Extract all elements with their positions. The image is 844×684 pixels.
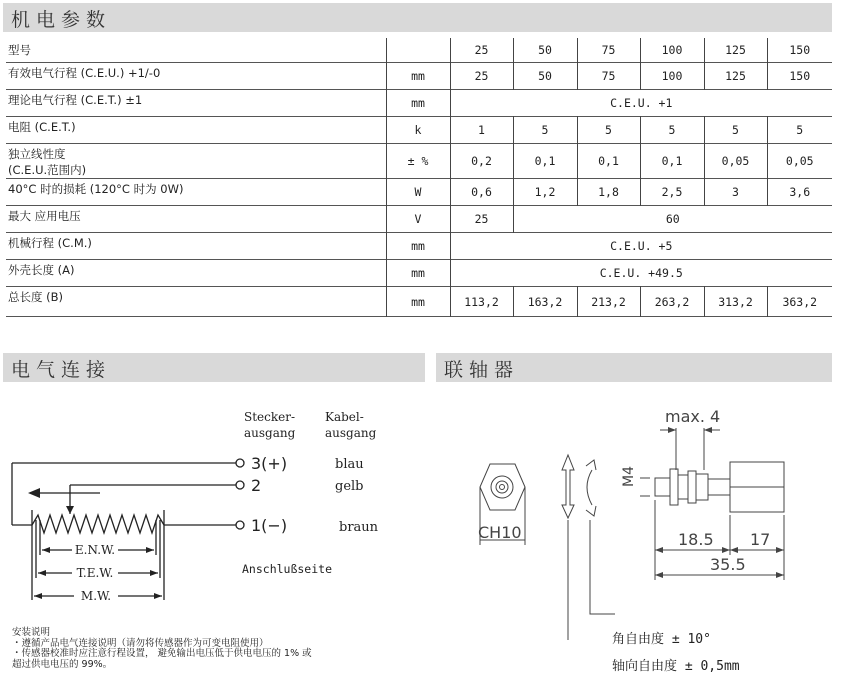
mech-params-title: 机电参数 — [11, 9, 112, 31]
spec-value: 150 — [767, 38, 832, 63]
col-kabel-a: Kabel- — [325, 410, 364, 424]
spec-label-text: 40°C 时的损耗 (120°C 时为 0W) — [8, 182, 184, 196]
spec-value: 213,2 — [577, 287, 640, 317]
spec-label-text: 电阻 (C.E.T.) — [8, 120, 76, 134]
col-stecker-a: Stecker- — [244, 410, 296, 424]
spec-value: 0,1 — [513, 144, 577, 179]
spec-value: 75 — [577, 38, 640, 63]
spec-label-text: 机械行程 (C.M.) — [8, 236, 92, 250]
spec-value: 1 — [450, 117, 513, 144]
spec-label-text: 独立线性度 — [8, 147, 66, 161]
install-note-line1: ・遵循产品电气连接说明（请勿将传感器作为可变电阻使用） — [12, 637, 269, 649]
spec-label-text: 有效电气行程 (C.E.U.) +1/-0 — [8, 66, 161, 80]
ch10-label: CH10 — [478, 523, 522, 542]
dim-18-5: 18.5 — [678, 530, 714, 549]
spec-value: 75 — [577, 63, 640, 90]
enw-label: E.N.W. — [74, 543, 116, 557]
spec-value: 3 — [704, 179, 767, 206]
spec-value: 25 — [450, 206, 513, 233]
spec-value: 0,1 — [577, 144, 640, 179]
spec-span-value: 60 — [513, 206, 832, 233]
spec-value: 113,2 — [450, 287, 513, 317]
spec-value: 5 — [640, 117, 704, 144]
col-stecker-b: ausgang — [244, 426, 296, 440]
max-dim-label: max. 4 — [665, 407, 721, 426]
axial-freedom: 轴向自由度 ± 0,5mm — [612, 659, 740, 674]
spec-value: 25 — [450, 38, 513, 63]
pin-2-label: 2 — [251, 476, 262, 495]
spec-value: 50 — [513, 63, 577, 90]
spec-unit: W — [386, 179, 450, 206]
pin-1-label: 1(−) — [251, 516, 288, 535]
spec-unit: mm — [386, 90, 450, 117]
spec-value: 5 — [704, 117, 767, 144]
spec-value: 0,05 — [767, 144, 832, 179]
axial-arrow-icon — [562, 455, 574, 518]
tew-label: T.E.W. — [76, 566, 114, 580]
spec-span-value: C.E.U. +49.5 — [450, 260, 832, 287]
spec-unit: k — [386, 117, 450, 144]
spec-label-text: 外壳长度 (A) — [8, 263, 75, 277]
spec-span-value: C.E.U. +1 — [450, 90, 832, 117]
elec-connect-title: 电气连接 — [11, 359, 112, 381]
install-note — [12, 628, 312, 670]
spec-label-text: 最大 应用电压 — [8, 209, 81, 223]
pin-3-label: 3(+) — [251, 454, 288, 473]
col-kabel-b: ausgang — [325, 426, 377, 440]
install-note-title: 安装说明 — [12, 627, 51, 638]
dim-17: 17 — [750, 530, 771, 549]
spec-label-text-2: (C.E.U.范围内) — [8, 163, 87, 177]
spec-value: 2,5 — [640, 179, 704, 206]
spec-value: 100 — [640, 38, 704, 63]
spec-value: 0,1 — [640, 144, 704, 179]
wire-color-gelb: gelb — [335, 479, 364, 494]
mw-label: M.W. — [80, 589, 112, 603]
coupling-title: 联轴器 — [444, 359, 520, 381]
hex-nut-icon — [480, 464, 525, 510]
spec-label-text: 理论电气行程 (C.E.T.) ±1 — [8, 93, 143, 107]
spec-value: 1,8 — [577, 179, 640, 206]
spec-value: 150 — [767, 63, 832, 90]
spec-value: 50 — [513, 38, 577, 63]
spec-value: 3,6 — [767, 179, 832, 206]
spec-unit: mm — [386, 260, 450, 287]
spec-unit: V — [386, 206, 450, 233]
spec-label-text: 型号 — [8, 43, 31, 57]
spec-value: 125 — [704, 38, 767, 63]
spec-value: 5 — [577, 117, 640, 144]
spec-unit: ± % — [386, 144, 450, 179]
install-note-line2: ・传感器校准时应注意行程设置， 避免输出电压低于供电电压的 1% 或 — [12, 648, 312, 659]
spec-value: 5 — [767, 117, 832, 144]
wire-color-braun: braun — [339, 520, 379, 535]
anschluss-label: Anschlußseite — [242, 562, 333, 576]
spec-value: 1,2 — [513, 179, 577, 206]
spec-unit: mm — [386, 287, 450, 317]
spec-value: 313,2 — [704, 287, 767, 317]
spec-unit: mm — [386, 233, 450, 260]
spec-value: 100 — [640, 63, 704, 90]
m4-label: M4 — [621, 466, 637, 487]
wire-color-blau: blau — [335, 457, 364, 472]
spec-unit: mm — [386, 63, 450, 90]
dim-35-5: 35.5 — [710, 555, 746, 574]
spec-value: 5 — [513, 117, 577, 144]
spec-value: 25 — [450, 63, 513, 90]
spec-value: 0,05 — [704, 144, 767, 179]
spec-value: 163,2 — [513, 287, 577, 317]
angular-arrow-icon — [586, 460, 596, 516]
spec-value: 125 — [704, 63, 767, 90]
spec-label-text: 总长度 (B) — [8, 290, 64, 304]
spec-span-value: C.E.U. +5 — [450, 233, 832, 260]
spec-value: 0,6 — [450, 179, 513, 206]
spec-value: 0,2 — [450, 144, 513, 179]
install-note-line3: 超过供电电压的 99%。 — [12, 658, 113, 670]
spec-value: 363,2 — [767, 287, 832, 317]
spec-value: 263,2 — [640, 287, 704, 317]
angle-freedom: 角自由度 ± 10° — [612, 632, 711, 647]
